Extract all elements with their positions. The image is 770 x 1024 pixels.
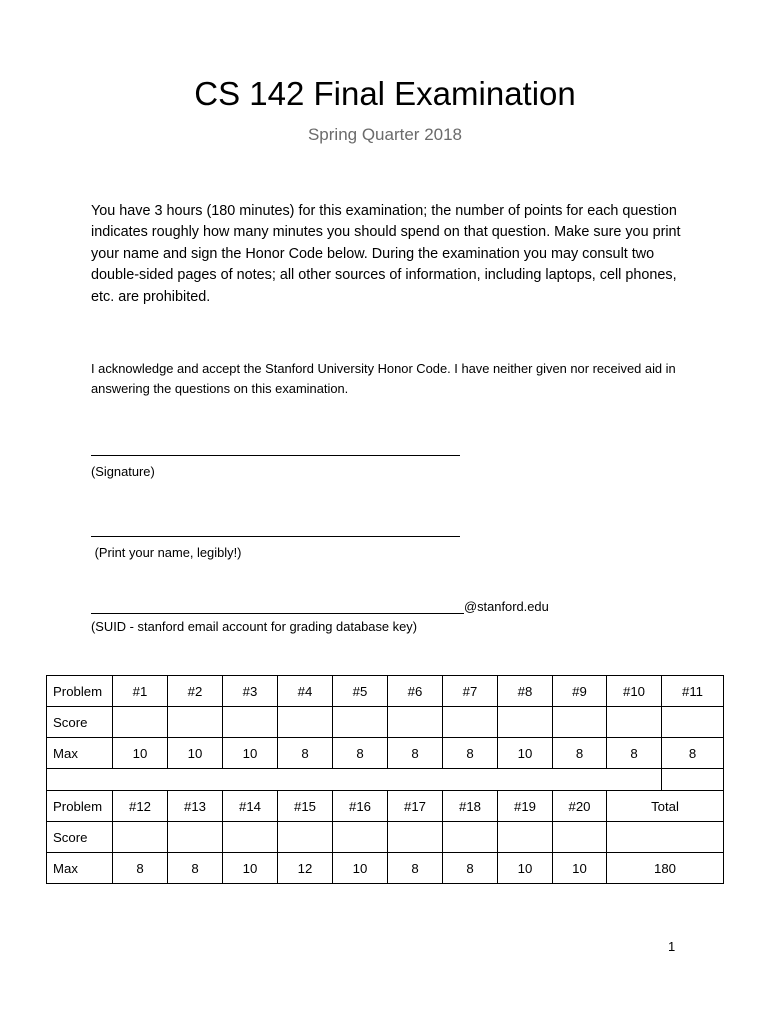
- suid-line: [91, 613, 464, 614]
- max-cell: 8: [553, 738, 607, 769]
- signature-field[interactable]: [91, 440, 460, 480]
- problem-header-cell: #14: [223, 791, 278, 822]
- score-cell[interactable]: [553, 822, 607, 853]
- score-cell[interactable]: [498, 707, 553, 738]
- max-cell: 10: [168, 738, 223, 769]
- problem-label-cell: Problem: [47, 676, 113, 707]
- max-cell: 10: [333, 853, 388, 884]
- score-cell[interactable]: [278, 822, 333, 853]
- problem-header-cell: #4: [278, 676, 333, 707]
- score-cell[interactable]: [662, 707, 724, 738]
- exam-subtitle: Spring Quarter 2018: [307, 125, 463, 144]
- max-cell: 8: [168, 853, 223, 884]
- honor-code-statement: I acknowledge and accept the Stanford University Honor Code. I have neither given nor received aid in answering the questions on this examination.: [91, 361, 676, 396]
- max-cell: 10: [223, 738, 278, 769]
- max-cell: 8: [278, 738, 333, 769]
- problem-label-cell: Problem: [47, 791, 113, 822]
- table-row-problems-2: [47, 791, 724, 822]
- score-cell[interactable]: [443, 822, 498, 853]
- problem-header-cell: #8: [498, 676, 553, 707]
- total-header-cell: Total: [607, 791, 724, 822]
- signature-caption: (Signature): [91, 464, 155, 479]
- max-cell: 10: [498, 853, 553, 884]
- score-cell[interactable]: [333, 822, 388, 853]
- score-label-cell: Score: [47, 822, 113, 853]
- max-cell: 10: [113, 738, 168, 769]
- score-cell[interactable]: [168, 822, 223, 853]
- problem-header-cell: #12: [113, 791, 168, 822]
- problem-header-cell: #2: [168, 676, 223, 707]
- max-label-cell: Max: [47, 853, 113, 884]
- score-table: [46, 675, 724, 884]
- max-cell: 8: [388, 738, 443, 769]
- problem-header-cell: #7: [443, 676, 498, 707]
- suid-caption: (SUID - stanford email account for grading database key): [91, 619, 418, 634]
- table-row-max-2: [47, 853, 724, 884]
- score-cell[interactable]: [168, 707, 223, 738]
- max-cell: 8: [443, 853, 498, 884]
- problem-header-cell: #19: [498, 791, 553, 822]
- problem-header-cell: #18: [443, 791, 498, 822]
- email-domain-suffix: @stanford.edu: [464, 599, 549, 614]
- score-cell[interactable]: [607, 707, 662, 738]
- score-cell[interactable]: [278, 707, 333, 738]
- max-cell: 8: [662, 738, 724, 769]
- max-cell: 8: [388, 853, 443, 884]
- score-cell[interactable]: [223, 707, 278, 738]
- score-cell[interactable]: [388, 822, 443, 853]
- max-cell: 8: [113, 853, 168, 884]
- problem-header-cell: #16: [333, 791, 388, 822]
- score-cell[interactable]: [553, 707, 607, 738]
- score-label-cell: Score: [47, 707, 113, 738]
- max-cell: 10: [553, 853, 607, 884]
- table-row-max-1: [47, 738, 724, 769]
- max-cell: 10: [498, 738, 553, 769]
- max-cell: 8: [333, 738, 388, 769]
- problem-header-cell: #5: [333, 676, 388, 707]
- score-cell[interactable]: [113, 822, 168, 853]
- total-score-cell[interactable]: [607, 822, 724, 853]
- score-cell[interactable]: [388, 707, 443, 738]
- problem-header-cell: #17: [388, 791, 443, 822]
- problem-header-cell: #3: [223, 676, 278, 707]
- problem-header-cell: #10: [607, 676, 662, 707]
- problem-header-cell: #13: [168, 791, 223, 822]
- max-label-cell: Max: [47, 738, 113, 769]
- problem-header-cell: #20: [553, 791, 607, 822]
- print-name-field[interactable]: [91, 521, 460, 561]
- max-cell: 12: [278, 853, 333, 884]
- score-cell[interactable]: [113, 707, 168, 738]
- table-spacer-row: [47, 769, 724, 791]
- score-cell[interactable]: [443, 707, 498, 738]
- table-row-score-2: [47, 822, 724, 853]
- max-cell: 8: [607, 738, 662, 769]
- max-cell: 10: [223, 853, 278, 884]
- table-row-problems-1: [47, 676, 724, 707]
- score-cell[interactable]: [498, 822, 553, 853]
- problem-header-cell: #15: [278, 791, 333, 822]
- max-cell: 8: [443, 738, 498, 769]
- table-row-score-1: [47, 707, 724, 738]
- score-cell[interactable]: [223, 822, 278, 853]
- page-number: 1: [668, 939, 676, 954]
- total-max-cell: 180: [607, 853, 724, 884]
- print-name-line: [91, 521, 460, 537]
- print-name-caption: (Print your name, legibly!): [91, 545, 242, 560]
- suid-field[interactable]: [91, 598, 549, 635]
- signature-line: [91, 440, 460, 456]
- problem-header-cell: #9: [553, 676, 607, 707]
- spacer-cell: [47, 769, 662, 791]
- problem-header-cell: #6: [388, 676, 443, 707]
- spacer-cell: [662, 769, 724, 791]
- problem-header-cell: #1: [113, 676, 168, 707]
- exam-title: CS 142 Final Examination: [194, 75, 576, 112]
- score-cell[interactable]: [333, 707, 388, 738]
- instructions-paragraph: You have 3 hours (180 minutes) for this examination; the number of points for each question indicates roughly how many minutes you should spend on that question. Make sure you print your name and sign the Honor Code below. During the examination you may consult two double-sided pages of notes; all other sources of information, including laptops, cell phones, etc. are prohibited.: [91, 203, 681, 305]
- problem-header-cell: #11: [662, 676, 724, 707]
